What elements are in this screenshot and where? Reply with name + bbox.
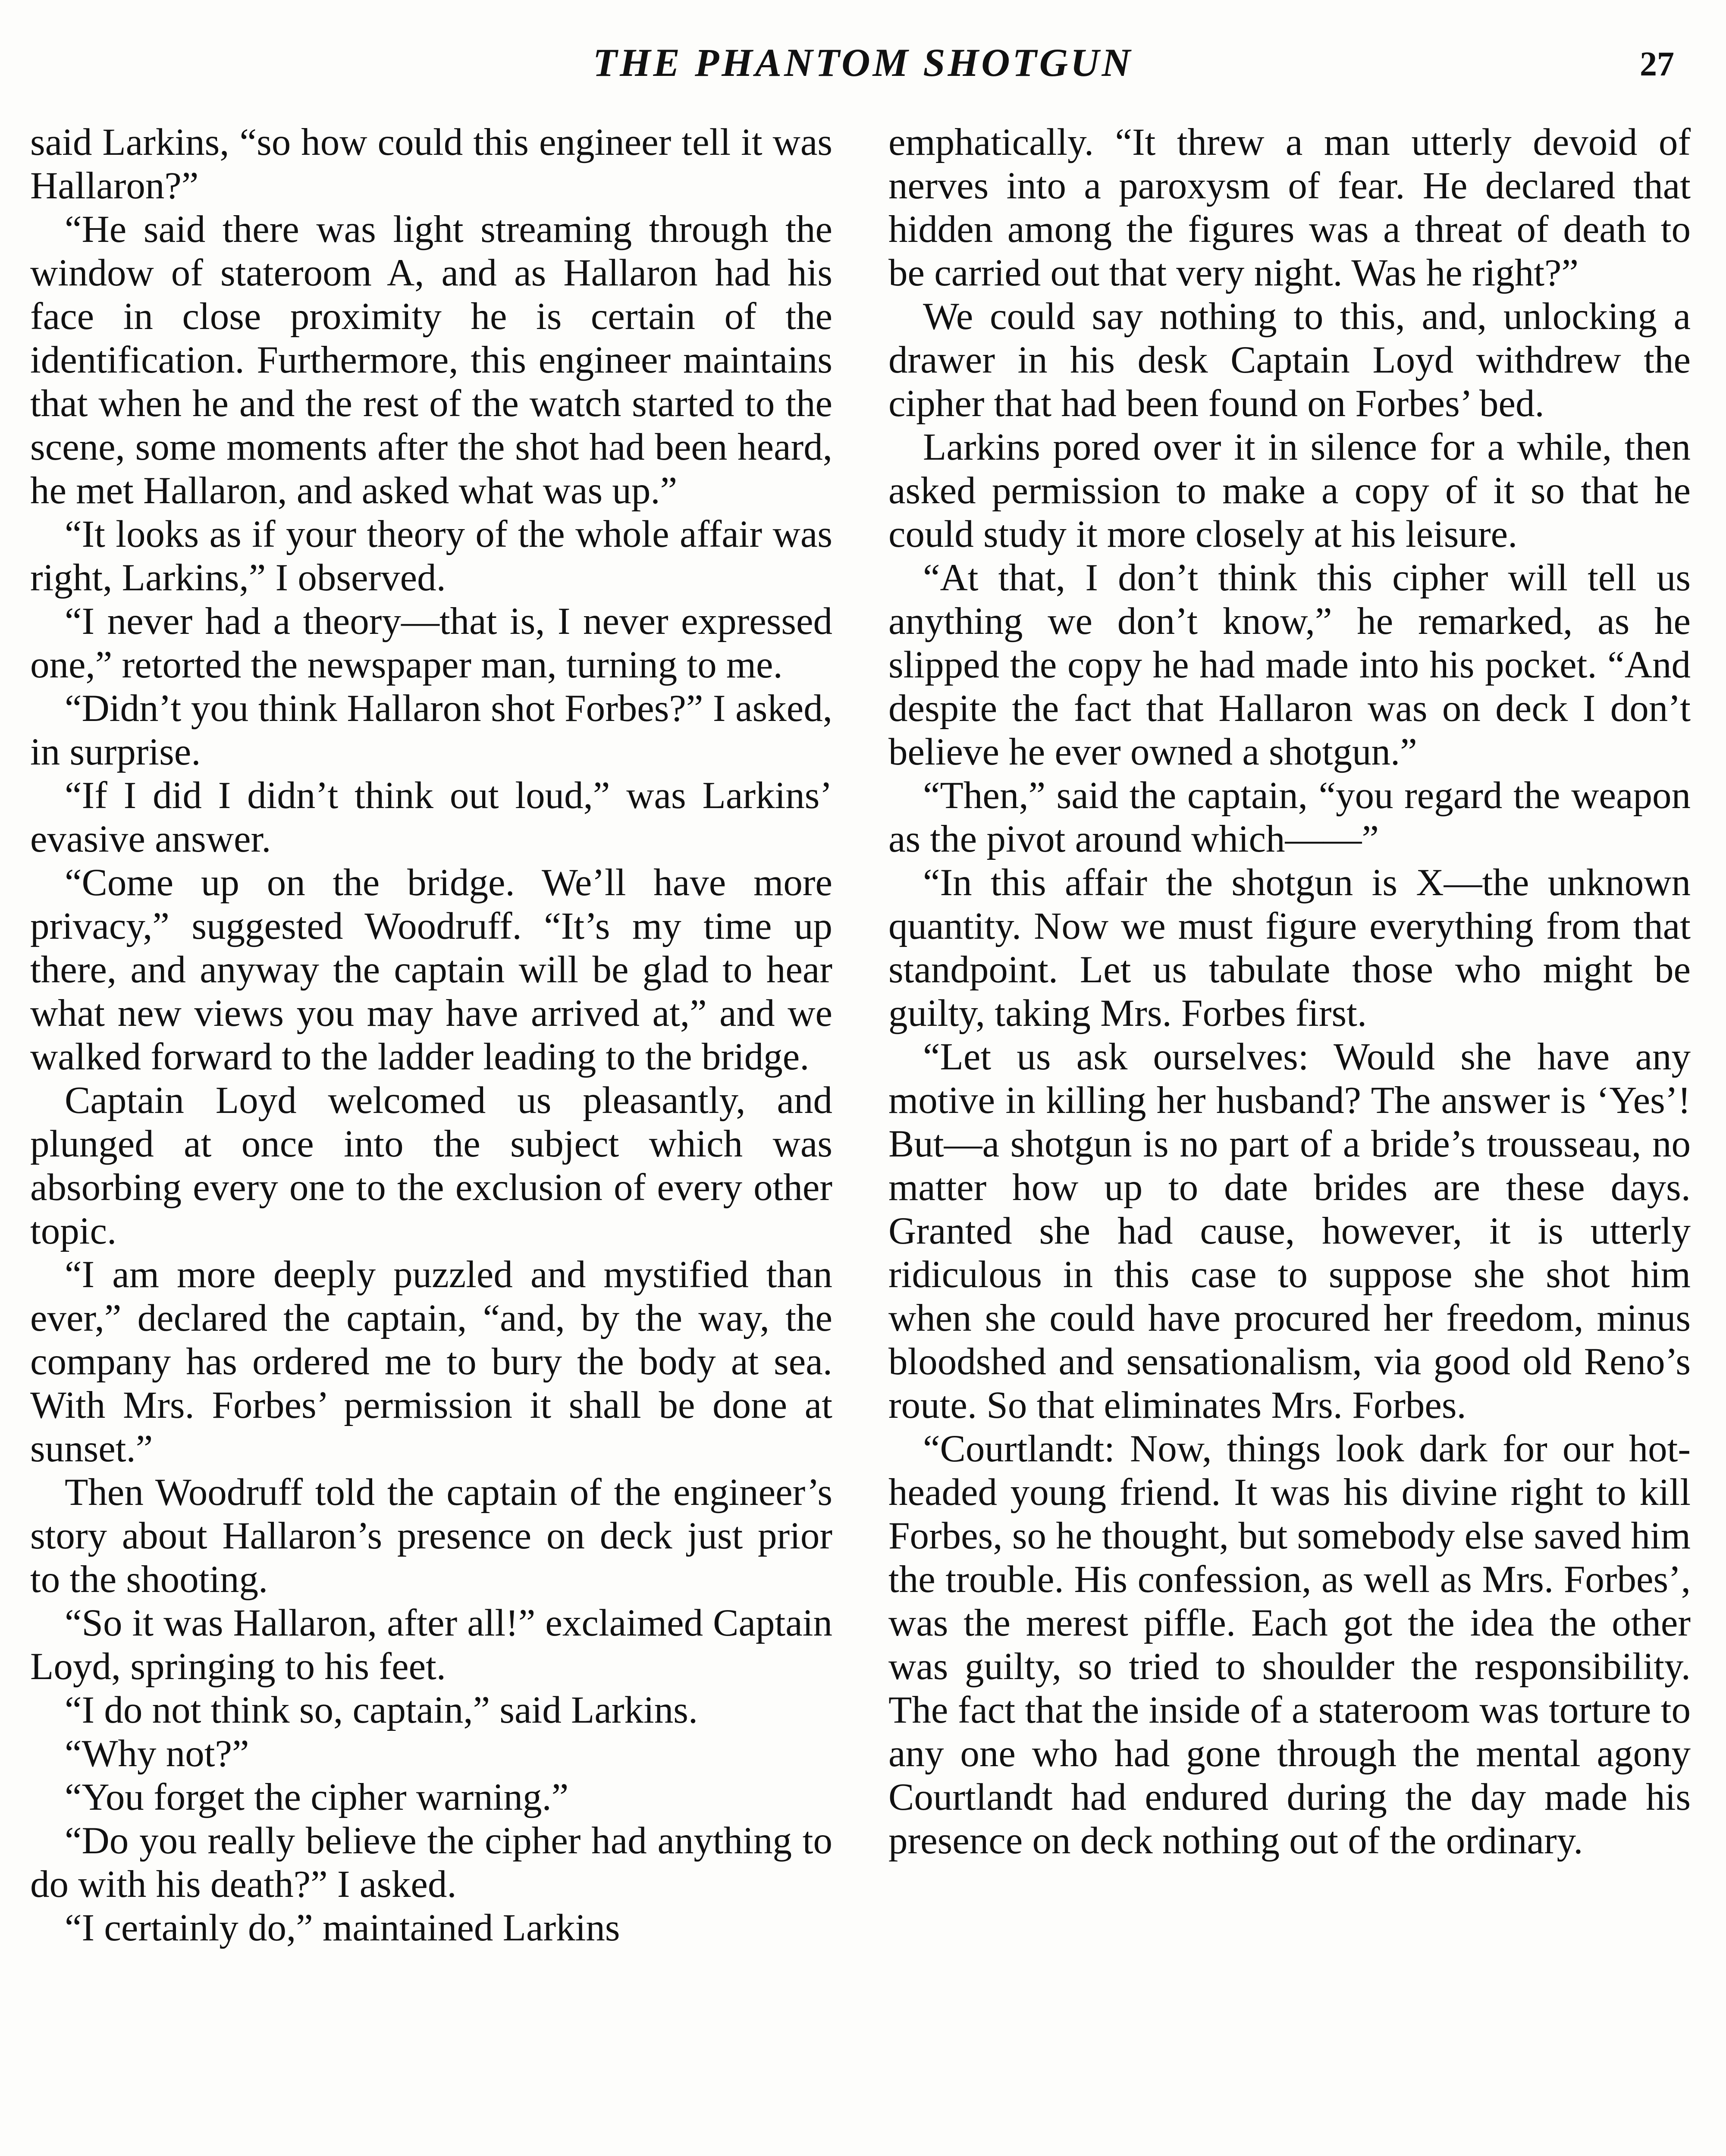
paragraph: “Didn’t you think Hallaron shot Forbes?” I asked, in surprise. — [30, 687, 832, 773]
paragraph: “I do not think so, captain,” said Larkins. — [65, 1689, 698, 1731]
paragraph: “In this affair the shotgun is X—the unknown quantity. Now we must figure everything from that standpoint. Let us tabulate those who might be guilty, taking Mrs. Forbes first. — [888, 862, 1691, 1034]
paragraph: Larkins pored over it in silence for a while, then asked permission to make a copy of it so that he could study it more closely at his leisure. — [888, 426, 1691, 555]
right-column — [888, 121, 1691, 2156]
paragraph: “I never had a theory—that is, I never expressed one,” retorted the newspaper man, turning to me. — [30, 600, 832, 686]
running-head — [0, 39, 1726, 86]
left-column — [30, 121, 832, 2156]
paragraph: Captain Loyd welcomed us pleasantly, and plunged at once into the subject which was absorbing every one to the exclusion of every other topic. — [30, 1079, 832, 1252]
paragraph: “If I did I didn’t think out loud,” was Larkins’ evasive answer. — [30, 774, 832, 860]
paragraph: “Why not?” — [65, 1733, 249, 1775]
paragraph: said Larkins, “so how could this engineer tell it was Hallaron?” — [30, 121, 832, 207]
paragraph: “Come up on the bridge. We’ll have more privacy,” suggested Woodruff. “It’s my time up there, and anyway the captain will be glad to hear what new views you may have arrived at,” and we walked forward to the ladder leading to the bridge. — [30, 862, 832, 1078]
paragraph: “I certainly do,” maintained Larkins — [65, 1907, 620, 1949]
paragraph: “It looks as if your theory of the whole affair was right, Larkins,” I observed. — [30, 513, 832, 599]
page-number: 27 — [1640, 45, 1674, 83]
paragraph: “Then,” said the captain, “you regard the weapon as the pivot around which——” — [888, 774, 1691, 860]
paragraph: “Courtlandt: Now, things look dark for our hot-headed young friend. It was his divine right to kill Forbes, so he thought, but somebody else saved him the trouble. His confession, as well as Mrs. Forbes’, was the merest piffle. Each got the idea the other was guilty, so tried to shoulder the responsibility. The fact that the inside of a stateroom was torture to any one who had gone through the mental agony Courtlandt had endured during the day made his presence on deck nothing out of the ordinary. — [888, 1428, 1691, 1862]
paragraph: “At that, I don’t think this cipher will tell us anything we don’t know,” he remarked, as he slipped the copy he had made into his pocket. “And despite the fact that Hallaron was on deck I don’t believe he ever owned a shotgun.” — [888, 557, 1691, 773]
paragraph: “Let us ask ourselves: Would she have any motive in killing her husband? The answer is ‘Yes’! But—a shotgun is no part of a bride’s trousseau, no matter how up to date brides are these days. Granted she had cause, however, it is utterly ridiculous in this case to suppose she shot him when she could have procured her freedom, minus bloodshed and sensationalism, via good old Reno’s route. So that eliminates Mrs. Forbes. — [888, 1036, 1691, 1426]
paragraph: “So it was Hallaron, after all!” exclaimed Captain Loyd, springing to his feet. — [30, 1602, 832, 1688]
paragraph: “You forget the cipher warning.” — [65, 1776, 569, 1818]
paragraph: “I am more deeply puzzled and mystified than ever,” declared the captain, “and, by the way, the company has ordered me to bury the body at sea. With Mrs. Forbes’ permission it shall be done at sunset.” — [30, 1253, 832, 1470]
paragraph: “Do you really believe the cipher had anything to do with his death?” I asked. — [30, 1820, 832, 1905]
paragraph: Then Woodruff told the captain of the engineer’s story about Hallaron’s presence on deck just prior to the shooting. — [30, 1471, 832, 1601]
paragraph: We could say nothing to this, and, unlocking a drawer in his desk Captain Loyd withdrew the cipher that had been found on Forbes’ bed. — [888, 295, 1691, 425]
paragraph: “He said there was light streaming through the window of stateroom A, and as Hallaron had his face in close proximity he is certain of the identification. Furthermore, this engineer maintains that when he and the rest of the watch started to the scene, some moments after the shot had been heard, he met Hallaron, and asked what was up.” — [30, 208, 832, 512]
running-title: THE PHANTOM SHOTGUN — [593, 41, 1133, 85]
paragraph: emphatically. “It threw a man utterly devoid of nerves into a paroxysm of fear. He declared that hidden among the figures was a threat of death to be carried out that very night. Was he right?” — [888, 121, 1691, 294]
